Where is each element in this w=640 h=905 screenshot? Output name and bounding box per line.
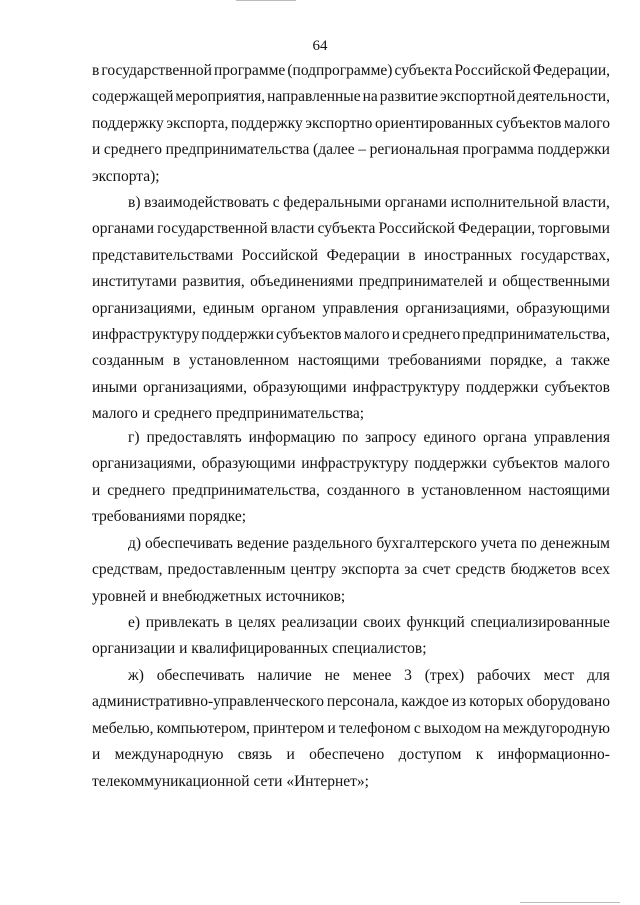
text-line: мебелью, компьютером, принтером и телефоном с выходом на междугородную xyxy=(92,719,610,737)
paragraph-item-e xyxy=(92,610,610,663)
text-line: организации и квалифицированных специалистов; xyxy=(92,640,427,658)
text-line: организациями, образующими инфраструктуру поддержки субъектов малого xyxy=(92,455,610,473)
text-line: и среднего предпринимательства (далее – региональная программа поддержки xyxy=(92,141,610,159)
text-line: созданным в установленном настоящими требованиями порядке, а также xyxy=(92,352,610,370)
text-line: содержащей мероприятия, направленные на развитие экспортной деятельности, xyxy=(92,88,610,106)
text-line: требованиями порядке; xyxy=(92,508,247,526)
text-line: организациями, единым органом управления организациями, образующими xyxy=(92,299,610,317)
text-line: и среднего предпринимательства, созданного в установленном настоящими xyxy=(92,481,610,499)
text-line: и международную связь и обеспечено доступом к информационно- xyxy=(92,746,610,764)
text-line: уровней и внебюджетных источников; xyxy=(92,587,346,605)
text-line: экспорта); xyxy=(92,167,160,185)
text-line: административно-управленческого персонала, каждое из которых оборудовано xyxy=(92,693,610,711)
text-line: средствам, предоставленным центру экспорта за счет средств бюджетов всех xyxy=(92,561,610,579)
page-number: 64 xyxy=(312,38,328,54)
paragraph-item-g xyxy=(92,425,610,531)
text-line: инфраструктуру поддержки субъектов малого и среднего предпринимательства, xyxy=(92,325,610,343)
text-line: органами государственной власти субъекта Российской Федерации, торговыми xyxy=(92,220,610,238)
text-line: иными организациями, образующими инфраструктуру поддержки субъектов xyxy=(92,378,610,396)
paragraph-item-v xyxy=(92,190,610,428)
text-line: институтами развития, объединениями предпринимателей и общественными xyxy=(92,273,610,291)
text-line: в) взаимодействовать с федеральными органами исполнительной власти, xyxy=(128,194,610,211)
paragraph-item-d xyxy=(92,531,610,610)
text-line: в государственной программе (подпрограмме) субъекта Российской Федерации, xyxy=(92,62,610,79)
scan-artifact-top xyxy=(236,0,296,1)
text-line: г) предоставлять информацию по запросу единого органа управления xyxy=(128,429,610,446)
paragraph-continuation xyxy=(92,58,610,190)
text-line: е) привлекать в целях реализации своих функций специализированные xyxy=(128,614,610,631)
scan-artifact-bottom xyxy=(520,902,620,903)
text-line: д) обеспечивать ведение раздельного бухгалтерского учета по денежным xyxy=(128,535,610,552)
text-line: малого и среднего предпринимательства; xyxy=(92,405,365,423)
text-line: поддержку экспорта, поддержку экспортно ориентированных субъектов малого xyxy=(92,114,610,132)
paragraph-item-zh xyxy=(92,663,610,795)
text-line: представительствами Российской Федерации в иностранных государствах, xyxy=(92,246,610,264)
text-line: ж) обеспечивать наличие не менее 3 (трех) рабочих мест для xyxy=(128,667,610,684)
text-line: телекоммуникационной сети «Интернет»; xyxy=(92,772,369,790)
